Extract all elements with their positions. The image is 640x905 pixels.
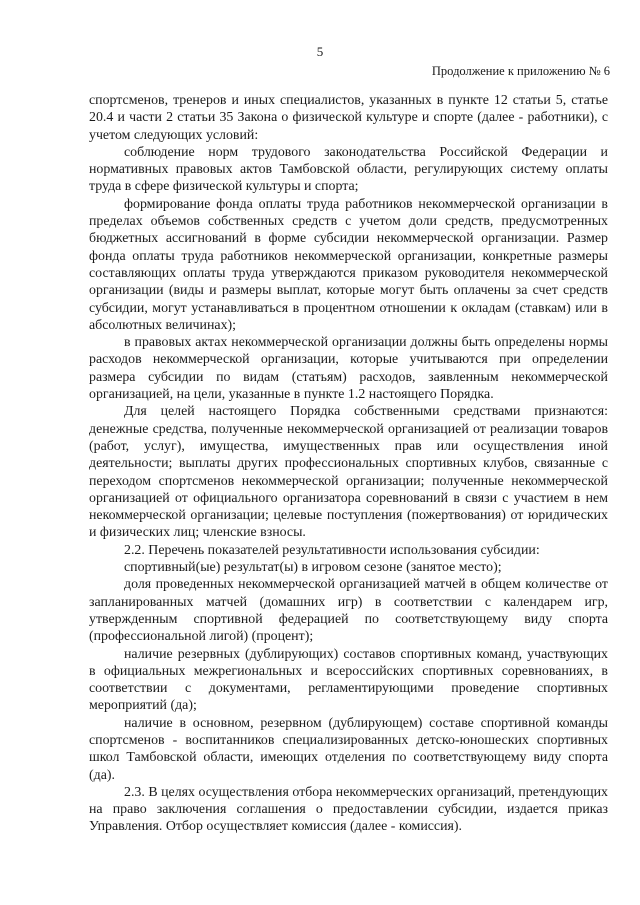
paragraph-7: спортивный(ые) результат(ы) в игровом сезоне (занятое место); xyxy=(124,560,502,576)
page-number: 5 xyxy=(316,44,324,59)
paragraph-3: формирование фонда оплаты труда работников некоммерческой организации в пределах объемов собственных средств с учетом доли средств, предусмотренных бюджетных ассигнований в форме субсидии некоммерческой организации. Размер фонда оплаты труда работников некоммерческой организации, конкретные размеры составляющих оплаты труда утверждаются приказом руководителя некоммерческой организации (виды и размеры выплат, которые могут быть оплачены за счет средств субсидии, могут устанавливаться в процентном отношении к окладам (ставкам) или в абсолютных величинах); xyxy=(89,196,608,333)
paragraph-6: 2.2. Перечень показателей результативности использования субсидии: xyxy=(124,542,540,558)
document-body xyxy=(89,92,608,836)
appendix-note: Продолжение к приложению № 6 xyxy=(431,64,610,78)
paragraph-10: наличие в основном, резервном (дублирующем) составе спортивной команды спортсменов - воспитанников специализированных детско-юношеских спортивных школ Тамбовской области, имеющих отделения по соответствующему виду спорта (да). xyxy=(89,715,608,783)
paragraph-5: Для целей настоящего Порядка собственными средствами признаются: денежные средства, полученные некоммерческой организацией от реализации товаров (работ, услуг), имущества, имущественных прав или осуществления иной деятельности; выплаты других профессиональных спортивных клубов, связанные с переходом спортсменов некоммерческой организации; полученные некоммерческой организацией от официального организатора соревнований в связи с участием в нем некоммерческой организации; целевые поступления (пожертвования) от юридических и физических лиц; членские взносы. xyxy=(89,404,608,541)
paragraph-9: наличие резервных (дублирующих) составов спортивных команд, участвующих в официальных межрегиональных и всероссийских спортивных соревнованиях, в соответствии с документами, регламентирующими проведение спортивных мероприятий (да); xyxy=(89,646,608,714)
paragraph-1: спортсменов, тренеров и иных специалистов, указанных в пункте 12 статьи 5, статье 20.4 и части 2 статьи 35 Закона о физической культуре и спорте (далее - работники), с учетом следующих условий: xyxy=(89,93,608,143)
paragraph-8: доля проведенных некоммерческой организацией матчей в общем количестве от запланированных матчей (домашних игр) в соответствии с календарем игр, утвержденным спортивной федерацией по соответствующему виду спорта (профессиональной лигой) (процент); xyxy=(89,577,608,645)
paragraph-11: 2.3. В целях осуществления отбора некоммерческих организаций, претендующих на право заключения соглашения о предоставлении субсидии, издается приказ Управления. Отбор осуществляет комиссия (далее - комиссия). xyxy=(89,784,608,835)
paragraph-2: соблюдение норм трудового законодательства Российской Федерации и нормативных правовых актов Тамбовской области, регулирующих систему оплаты труда в сфере физической культуры и спорта; xyxy=(89,144,608,195)
paragraph-4: в правовых актах некоммерческой организации должны быть определены нормы расходов некоммерческой организации, которые учитываются при определении размера субсидии по видам (статьям) расходов, заявленным некоммерческой организацией, на цели, указанные в пункте 1.2 настоящего Порядка. xyxy=(89,335,608,403)
